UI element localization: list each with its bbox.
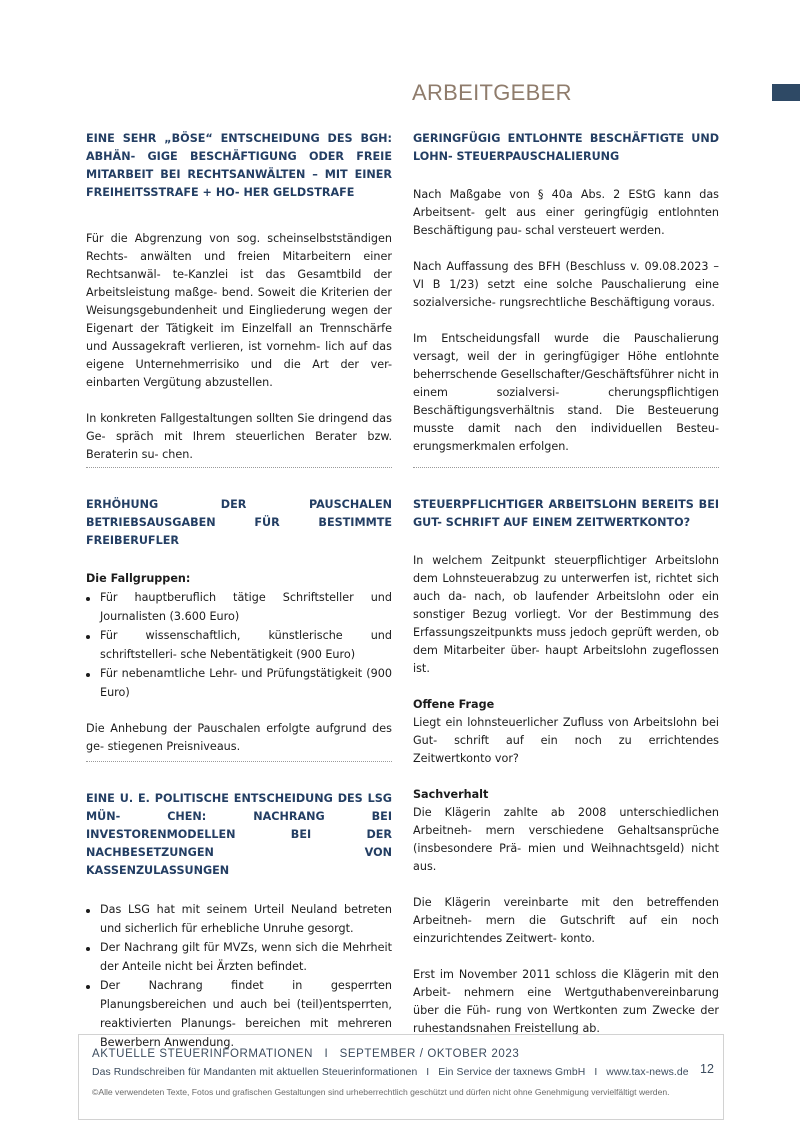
article-title: EINE SEHR „BÖSE“ ENTSCHEIDUNG DES BGH: ABHÄN- GIGE BESCHÄFTIGUNG ODER FREIE MITARBEIT BEI RECHTSANWÄLTEN – MIT EINER FREIHEITSSTRAFE + HO- HER GELDSTRAFE <box>86 132 392 199</box>
article-pauschalen <box>86 496 392 756</box>
paragraph: Die Anhebung der Pauschalen erfolgte aufgrund des ge- stiegenen Preisniveaus. <box>86 722 392 753</box>
paragraph: Im Entscheidungsfall wurde die Pauschalierung versagt, weil der in geringfügiger Höhe entlohnte beherrschende Gesellschafter/Geschäftsführer nicht in einem sozialversi- cherungspflichtigen Beschäftigungsverhältnis stand. Die Besteuerung musste damit nach den individuellen Besteu- erungsmerkmalen erfolgen. <box>413 332 719 453</box>
list-item: Für hauptberuflich tätige Schriftsteller und Journalisten (3.600 Euro) <box>86 588 392 626</box>
paragraph: Die Klägerin zahlte ab 2008 unterschiedlichen Arbeitneh- mern verschiedene Gehaltsansprüche (insbesondere Prä- mien und Weihnachtsgeld) nicht aus. <box>413 806 719 873</box>
paragraph: In konkreten Fallgestaltungen sollten Sie dringend das Ge- spräch mit Ihrem steuerlichen Berater bzw. Beraterin su- chen. <box>86 412 392 461</box>
list-item: Das LSG hat mit seinem Urteil Neuland betreten und sicherlich für erhebliche Unruhe gesorgt. <box>86 900 392 938</box>
subheading: Offene Frage <box>413 698 495 711</box>
footer-copyright: ©Alle verwendeten Texte, Fotos und grafischen Gestaltungen sind urheberrechtlich geschützt und dürfen nicht ohne Genehmigung vervielfältigt werden. <box>92 1087 670 1097</box>
list-item: Für wissenschaftlich, künstlerische und schriftstelleri- sche Nebentätigkeit (900 Euro) <box>86 626 392 664</box>
paragraph: Für die Abgrenzung von sog. scheinselbstständigen Rechts- anwälten und freien Mitarbeitern einer Rechtsanwäl- te-Kanzlei ist das Gesamtbild der Arbeitsleistung maßge- bend. Soweit die Kriterien der Weisungsgebundenheit und Eingliederung wegen der Eigenart der Tätigkeit im Einzelfall an Trennschärfe und Aussagekraft verlieren, ist vornehm- lich auf das eigene Unternehmerrisiko und die Art der ver- einbarten Vergütung abzustellen. <box>86 232 392 389</box>
paragraph: Nach Auffassung des BFH (Beschluss v. 09.08.2023 – VI B 1/23) setzt eine solche Pauschalierung eine sozialversiche- rungsrechtliche Beschäftigung voraus. <box>413 260 719 309</box>
article-title: ERHÖHUNG DER PAUSCHALEN BETRIEBSAUSGABEN FÜR BESTIMMTE FREIBERUFLER <box>86 498 392 547</box>
article-lsg-decision <box>86 790 392 1052</box>
subheading: Die Fallgruppen: <box>86 572 191 585</box>
article-geringfuegig <box>413 130 719 456</box>
page-number: 12 <box>700 1062 714 1076</box>
divider <box>86 761 392 762</box>
paragraph: Erst im November 2011 schloss die Klägerin mit den Arbeit- nehmern eine Wertguthabenvereinbarung über die Füh- rung von Wertkonten zum Zwecke der ruhestandsnahen Freistellung ab. <box>413 968 719 1035</box>
bullet-list <box>86 588 392 702</box>
footer-publication: AKTUELLE STEUERINFORMATIONEN I SEPTEMBER / OKTOBER 2023 <box>92 1048 520 1060</box>
article-title: GERINGFÜGIG ENTLOHNTE BESCHÄFTIGTE UND LOHN- STEUERPAUSCHALIERUNG <box>413 132 719 163</box>
paragraph: Die Klägerin vereinbarte mit den betreffenden Arbeitneh- mern die Gutschrift auf ein noch einzurichtendes Zeitwert- konto. <box>413 896 719 945</box>
section-tab-marker <box>772 84 800 101</box>
article-bgh-decision <box>86 130 392 464</box>
paragraph: Nach Maßgabe von § 40a Abs. 2 EStG kann das Arbeitsent- gelt aus einer geringfügig entlohnten Beschäftigung pau- schal versteuert werden. <box>413 188 719 237</box>
list-item: Für nebenamtliche Lehr- und Prüfungstätigkeit (900 Euro) <box>86 664 392 702</box>
list-item: Der Nachrang gilt für MVZs, wenn sich die Mehrheit der Anteile nicht bei Ärzten befindet. <box>86 938 392 976</box>
paragraph: In welchem Zeitpunkt steuerpflichtiger Arbeitslohn dem Lohnsteuerabzug zu unterwerfen ist, richtet sich auch da- nach, ob laufender Arbeitslohn oder ein sonstiger Bezug vorliegt. Vor der Bestimmung des Erfassungszeitpunkts muss jedoch geprüft werden, ob dem Mitarbeiter über- haupt Arbeitslohn zugeflossen ist. <box>413 554 719 675</box>
article-title: EINE U. E. POLITISCHE ENTSCHEIDUNG DES LSG MÜN- CHEN: NACHRANG BEI INVESTORENMODELLEN BEI DER NACHBESETZUNGEN VON KASSENZULASSUNGEN <box>86 792 392 877</box>
article-title: STEUERPFLICHTIGER ARBEITSLOHN BEREITS BEI GUT- SCHRIFT AUF EINEM ZEITWERTKONTO? <box>413 498 719 529</box>
subheading: Sachverhalt <box>413 788 489 801</box>
divider <box>413 467 719 468</box>
bullet-list <box>86 900 392 1052</box>
article-zeitwertkonto <box>413 496 719 1038</box>
section-title: ARBEITGEBER <box>412 80 572 105</box>
footer-service-line: Das Rundschreiben für Mandanten mit aktuellen Steuerinformationen I Ein Service der taxnews GmbH I www.tax-news.de <box>92 1067 689 1078</box>
paragraph: Liegt ein lohnsteuerlicher Zufluss von Arbeitslohn bei Gut- schrift auf ein noch zu errichtendes Zeitwertkonto vor? <box>413 716 719 765</box>
list-item: Der Nachrang findet in gesperrten Planungsbereichen und auch bei (teil)entsperrten, reaktivierten Planungs- bereichen mit mehreren Bewerbern Anwendung. <box>86 976 392 1052</box>
divider <box>86 467 392 468</box>
